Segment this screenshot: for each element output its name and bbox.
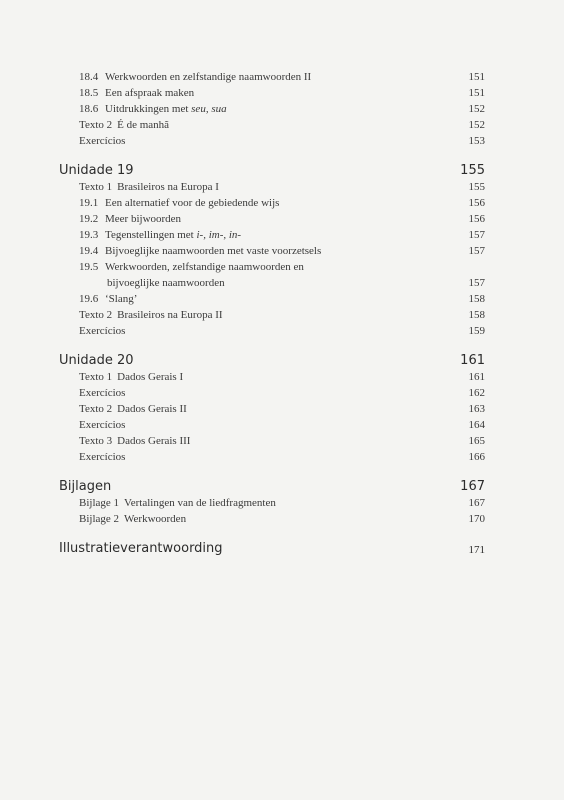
toc-entry (79, 434, 485, 448)
toc-entry-title: bijvoeglijke naamwoorden (107, 277, 225, 289)
toc-entry-number: 19.3 (79, 229, 99, 241)
toc-page-number: 167 (468, 497, 485, 509)
toc-entry-title: Uitdrukkingen met seu, sua (105, 103, 227, 115)
toc-entry (107, 276, 485, 290)
toc-entry-title: Bijvoeglijke naamwoorden met vaste voorzetsels (105, 245, 322, 257)
toc-entry-title: É de manhã (117, 119, 170, 131)
toc-entry (79, 212, 485, 226)
toc-page-number: 156 (468, 197, 485, 209)
toc-entry-title: Exercícios (79, 451, 126, 463)
toc-entry-number: Texto 2 (79, 403, 113, 415)
toc-page-number: 165 (468, 435, 485, 447)
toc-page-number: 158 (468, 309, 485, 321)
toc-entry (79, 244, 485, 258)
toc-entry-number: 18.5 (79, 87, 99, 99)
toc-entry-number: Bijlage 1 (79, 497, 120, 509)
toc-entry-title: Dados Gerais III (117, 435, 191, 447)
toc-entry (79, 308, 485, 322)
toc-entry-title: Een alternatief voor de gebiedende wijs (105, 197, 280, 209)
toc-page-number: 153 (468, 135, 485, 147)
toc-section-heading (59, 479, 485, 495)
toc-entry-number: 19.4 (79, 245, 99, 257)
toc-entry-number: 19.1 (79, 197, 99, 209)
toc-entry (79, 402, 485, 416)
toc-section-heading (59, 353, 485, 369)
toc-page-number: 167 (460, 479, 485, 494)
toc-entry-number: 18.6 (79, 103, 99, 115)
toc-page-number: 163 (468, 403, 485, 415)
toc-entry-number: Texto 1 (79, 371, 113, 383)
toc-entry (79, 180, 485, 194)
toc-entry (79, 386, 485, 400)
toc-entry-title: Tegenstellingen met i-, im-, in- (105, 229, 242, 241)
toc-entry-title: Exercícios (79, 387, 126, 399)
toc-entry-number: Texto 2 (79, 119, 113, 131)
toc-page-number: 156 (468, 213, 485, 225)
toc-entry-number: 19.6 (79, 293, 99, 305)
toc-entry-title: Illustratieverantwoording (59, 541, 223, 556)
toc-entry-number: 19.2 (79, 213, 99, 225)
toc-entry (79, 418, 485, 432)
toc-page-number: 162 (468, 387, 485, 399)
toc-page-number: 157 (468, 277, 485, 289)
toc-entry-number: Texto 3 (79, 435, 113, 447)
toc-entry-title: Meer bijwoorden (105, 213, 182, 225)
toc-entry-title: Exercícios (79, 325, 126, 337)
toc-page-number: 159 (468, 325, 485, 337)
toc-page-number: 164 (468, 419, 485, 431)
toc-entry (79, 86, 485, 100)
toc-page-number: 152 (468, 119, 485, 131)
toc-entry-title: Bijlagen (59, 479, 112, 494)
toc-entry-title: ‘Slang’ (105, 293, 138, 305)
toc-entry-title: Dados Gerais II (117, 403, 187, 415)
toc-entry-title: Werkwoorden en zelfstandige naamwoorden II (105, 71, 312, 83)
toc-section-heading (59, 541, 485, 557)
toc-entry-number: Texto 1 (79, 181, 113, 193)
toc-entry-title: Werkwoorden, zelfstandige naamwoorden en (105, 261, 304, 273)
toc-entry (79, 512, 485, 526)
toc-entry-number: 18.4 (79, 71, 99, 83)
toc-entry-title: Exercícios (79, 419, 126, 431)
toc-page-number: 171 (468, 544, 485, 556)
toc-entry (79, 118, 485, 132)
toc-entry (79, 228, 485, 242)
toc-entry-title-emphasis: seu, sua (191, 103, 227, 115)
toc-page-number: 158 (468, 293, 485, 305)
toc-page-number: 161 (468, 371, 485, 383)
toc-entry-title: Exercícios (79, 135, 126, 147)
toc-entry (79, 292, 485, 306)
toc-entry-title: Brasileiros na Europa I (117, 181, 219, 193)
toc-entry-title-emphasis: i-, im-, in- (196, 229, 242, 241)
toc-page-number: 155 (460, 163, 485, 178)
toc-page-number: 157 (468, 229, 485, 241)
toc-entry (79, 370, 485, 384)
toc-entry (79, 260, 485, 274)
toc-page-number: 151 (468, 87, 485, 99)
toc-entry-title: Vertalingen van de liedfragmenten (124, 497, 276, 509)
toc-entry (79, 70, 485, 84)
toc-page-number: 151 (468, 71, 485, 83)
toc-entry-title: Een afspraak maken (105, 87, 195, 99)
toc-entry-title: Werkwoorden (124, 513, 187, 525)
toc-entry-title: Unidade 20 (59, 353, 134, 368)
toc-entry-number: Bijlage 2 (79, 513, 120, 525)
toc-page-number: 170 (468, 513, 485, 525)
toc-section-heading (59, 163, 485, 179)
toc-entry-number: 19.5 (79, 261, 99, 273)
toc-page-number: 161 (460, 353, 485, 368)
toc-page-number: 157 (468, 245, 485, 257)
toc-entry-number: Texto 2 (79, 309, 113, 321)
toc-entry (79, 324, 485, 338)
toc-entry (79, 196, 485, 210)
toc-page-number: 166 (468, 451, 485, 463)
toc-entry (79, 102, 485, 116)
toc-entry (79, 134, 485, 148)
toc-entry (79, 450, 485, 464)
toc-entry-title: Brasileiros na Europa II (117, 309, 223, 321)
toc-entry-title: Dados Gerais I (117, 371, 184, 383)
toc-entry-title: Unidade 19 (59, 163, 134, 178)
toc-page-number: 152 (468, 103, 485, 115)
toc-page-number: 155 (468, 181, 485, 193)
toc-entry (79, 496, 485, 510)
